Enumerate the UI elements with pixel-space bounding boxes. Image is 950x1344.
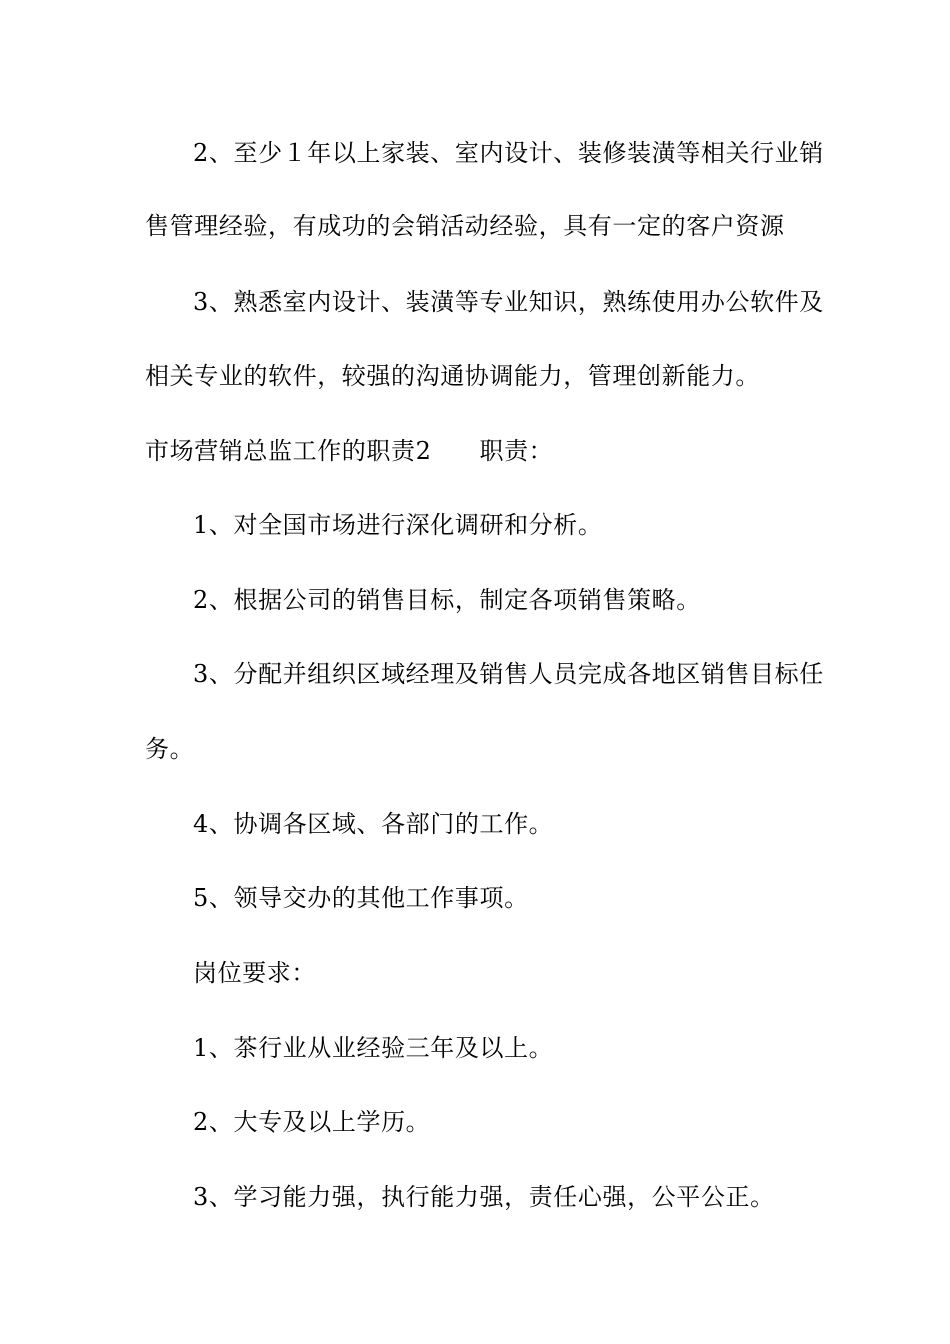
paragraph-line: 相关专业的软件，较强的沟通协调能力，管理创新能力。 — [145, 362, 760, 390]
list-item: 5、领导交办的其他工作事项。 — [193, 884, 529, 912]
list-item: 3、学习能力强，执行能力强，责任心强，公平公正。 — [193, 1183, 775, 1211]
list-item: 3、分配并组织区域经理及销售人员完成各地区销售目标任 — [193, 660, 824, 688]
list-item: 2、大专及以上学历。 — [193, 1108, 431, 1136]
paragraph-line: 售管理经验，有成功的会销活动经验，具有一定的客户资源 — [145, 212, 785, 240]
requirements-heading: 岗位要求： — [193, 959, 316, 987]
paragraph-line: 2、至少１年以上家装、室内设计、装修装潢等相关行业销 — [193, 139, 824, 167]
list-item: 2、根据公司的销售目标，制定各项销售策略。 — [193, 586, 701, 614]
list-item: 4、协调各区域、各部门的工作。 — [193, 810, 554, 838]
section-heading: 市场营销总监工作的职责2 — [145, 437, 432, 465]
section-subheading: 职责： — [479, 437, 554, 465]
section-heading-line — [145, 436, 815, 466]
list-item: 1、茶行业从业经验三年及以上。 — [193, 1034, 554, 1062]
paragraph-line: 3、熟悉室内设计、装潢等专业知识，熟练使用办公软件及 — [193, 288, 824, 316]
list-item-continuation: 务。 — [145, 735, 195, 763]
list-item: 1、对全国市场进行深化调研和分析。 — [193, 511, 603, 539]
